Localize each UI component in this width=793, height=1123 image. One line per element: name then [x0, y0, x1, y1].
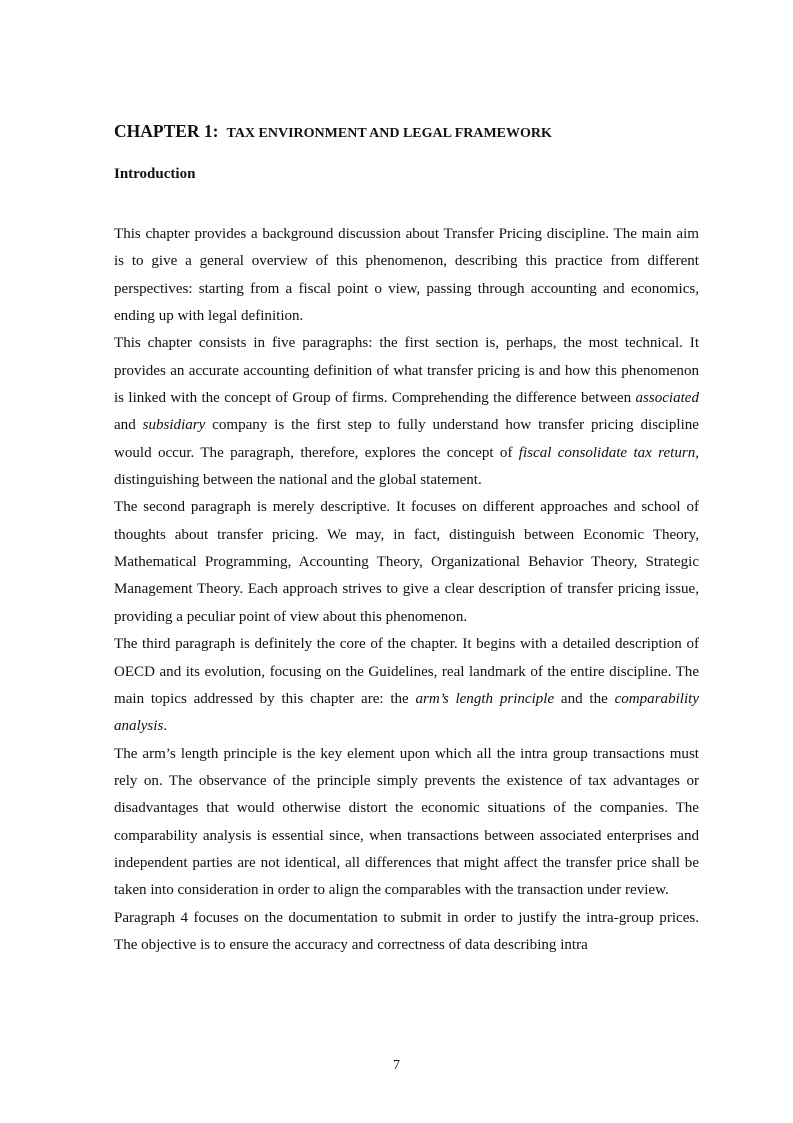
paragraph-1: This chapter provides a background discussion about Transfer Pricing discipline. The main aim is to give a general overview of this phenomenon, describing this practice from different perspectives: starting from a fiscal point o view, passing through accounting and economics, ending up with legal definition.	[114, 226, 699, 325]
italic-term-arms-length: arm’s length principle	[415, 690, 555, 707]
paragraph-4-text-c: .	[163, 718, 168, 735]
italic-term-comparability: comparability analysis	[114, 690, 699, 735]
chapter-number-label: CHAPTER 1:	[114, 121, 219, 141]
body-text	[114, 221, 699, 959]
page-number: 7	[393, 1058, 400, 1073]
chapter-title: TAX ENVIRONMENT AND LEGAL FRAMEWORK	[226, 126, 552, 141]
paragraph-2-text-d: distinguishing between the national and the global statement.	[114, 472, 482, 489]
section-heading-introduction: Introduction	[114, 166, 196, 182]
paragraph-3: The second paragraph is merely descriptive. It focuses on different approaches and school of thoughts about transfer pricing. We may, in fact, distinguish between Economic Theory, Mathematical Programming, Accounting Theory, Organizational Behavior Theory, Strategic Management Theory. Each approach strives to give a clear description of transfer pricing issue, providing a peculiar point of view about this phenomenon.	[114, 499, 699, 625]
italic-term-fiscal-consolidate: fiscal consolidate tax return,	[518, 444, 699, 461]
italic-term-subsidiary: subsidiary	[142, 417, 206, 434]
paragraph-4-text-b: and the	[554, 690, 615, 707]
paragraph-2	[114, 330, 699, 494]
paragraph-4	[114, 631, 699, 740]
italic-term-associated: associated	[635, 390, 699, 407]
paragraph-2-text-c: company is the first step to fully understand how transfer pricing discipline would occur. The paragraph, therefore, explores the concept of	[114, 417, 699, 461]
paragraph-5: The arm’s length principle is the key element upon which all the intra group transactions must rely on. The observance of the principle simply prevents the existence of tax advantages or disadvantages that would otherwise distort the economic situations of the companies. The comparability analysis is essential since, when transactions between associated enterprises and independent parties are not identical, all differences that might affect the transfer price shall be taken into consideration in order to align the comparables with the transaction under review.	[114, 745, 699, 899]
paragraph-2-text-a: This chapter consists in five paragraphs: the first section is, perhaps, the most technical. It provides an accurate accounting definition of what transfer pricing is and how this phenomenon is linked with the concept of Group of firms. Comprehending the difference between	[114, 335, 699, 407]
paragraph-2-text-b: and	[114, 417, 143, 434]
chapter-heading	[114, 114, 552, 146]
paragraph-4-text-a: The third paragraph is definitely the core of the chapter. It begins with a detailed description of OECD and its evolution, focusing on the Guidelines, real landmark of the entire discipline. The main topics addressed by this chapter are: the	[114, 636, 699, 707]
paragraph-6: Paragraph 4 focuses on the documentation to submit in order to justify the intra-group prices. The objective is to ensure the accuracy and correctness of data describing intra	[114, 909, 699, 953]
